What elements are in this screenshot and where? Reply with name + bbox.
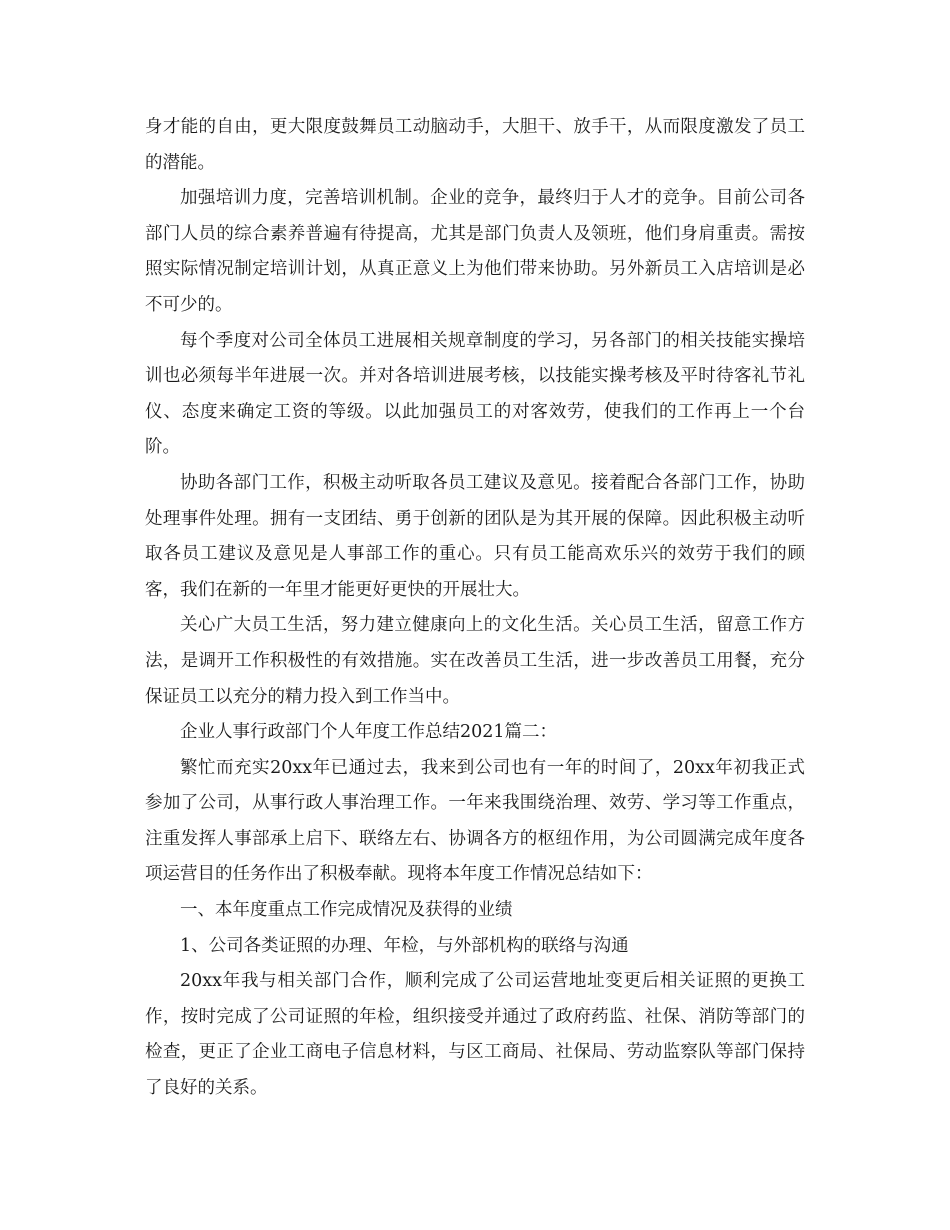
paragraph: 协助各部门工作，积极主动听取各员工建议及意见。接着配合各部门工作，协助处理事件处理。拥有一支团结、勇于创新的团队是为其开展的保障。因此积极主动听取各员工建议及意见是人事部工作的重心。只有员工能高欢乐兴的效劳于我们的顾客，我们在新的一年里才能更好更快的开展壮大。 (145, 472, 805, 600)
paragraph: 身才能的自由，更大限度鼓舞员工动脑动手，大胆干、放手干，从而限度激发了员工的潜能。 (145, 117, 805, 173)
section-heading: 企业人事行政部门个人年度工作总结2021篇二： (180, 722, 558, 743)
document-body (145, 110, 805, 1107)
subsection-heading: 1、公司各类证照的办理、年检，与外部机构的联络与沟通 (180, 935, 629, 956)
section-heading: 一、本年度重点工作完成情况及获得的业绩 (180, 900, 513, 921)
paragraph: 每个季度对公司全体员工进展相关规章制度的学习，另各部门的相关技能实操培训也必须每半年进展一次。并对各培训进展考核，以技能实操考核及平时待客礼节礼仪、态度来确定工资的等级。以此加强员工的对客效劳，使我们的工作再上一个台阶。 (145, 330, 805, 458)
paragraph: 20xx年我与相关部门合作，顺利完成了公司运营地址变更后相关证照的更换工作，按时完成了公司证照的年检，组织接受并通过了政府药监、社保、消防等部门的检查，更正了企业工商电子信息材料，与区工商局、社保局、劳动监察队等部门保持了良好的关系。 (145, 971, 805, 1099)
paragraph: 繁忙而充实20xx年已通过去，我来到公司也有一年的时间了，20xx年初我正式参加了公司，从事行政人事治理工作。一年来我围绕治理、效劳、学习等工作重点，注重发挥人事部承上启下、联络左右、协调各方的枢纽作用，为公司圆满完成年度各项运营目的任务作出了积极奉献。现将本年度工作情况总结如下： (145, 757, 805, 885)
paragraph: 加强培训力度，完善培训机制。企业的竞争，最终归于人才的竞争。目前公司各部门人员的综合素养普遍有待提高，尤其是部门负责人及领班，他们身肩重责。需按照实际情况制定培训计划，从真正意义上为他们带来协助。另外新员工入店培训是必不可少的。 (145, 188, 805, 315)
paragraph: 关心广大员工生活，努力建立健康向上的文化生活。关心员工生活，留意工作方法，是调开工作积极性的有效措施。实在改善员工生活，进一步改善员工用餐，充分保证员工以充分的精力投入到工作当中。 (145, 615, 805, 707)
